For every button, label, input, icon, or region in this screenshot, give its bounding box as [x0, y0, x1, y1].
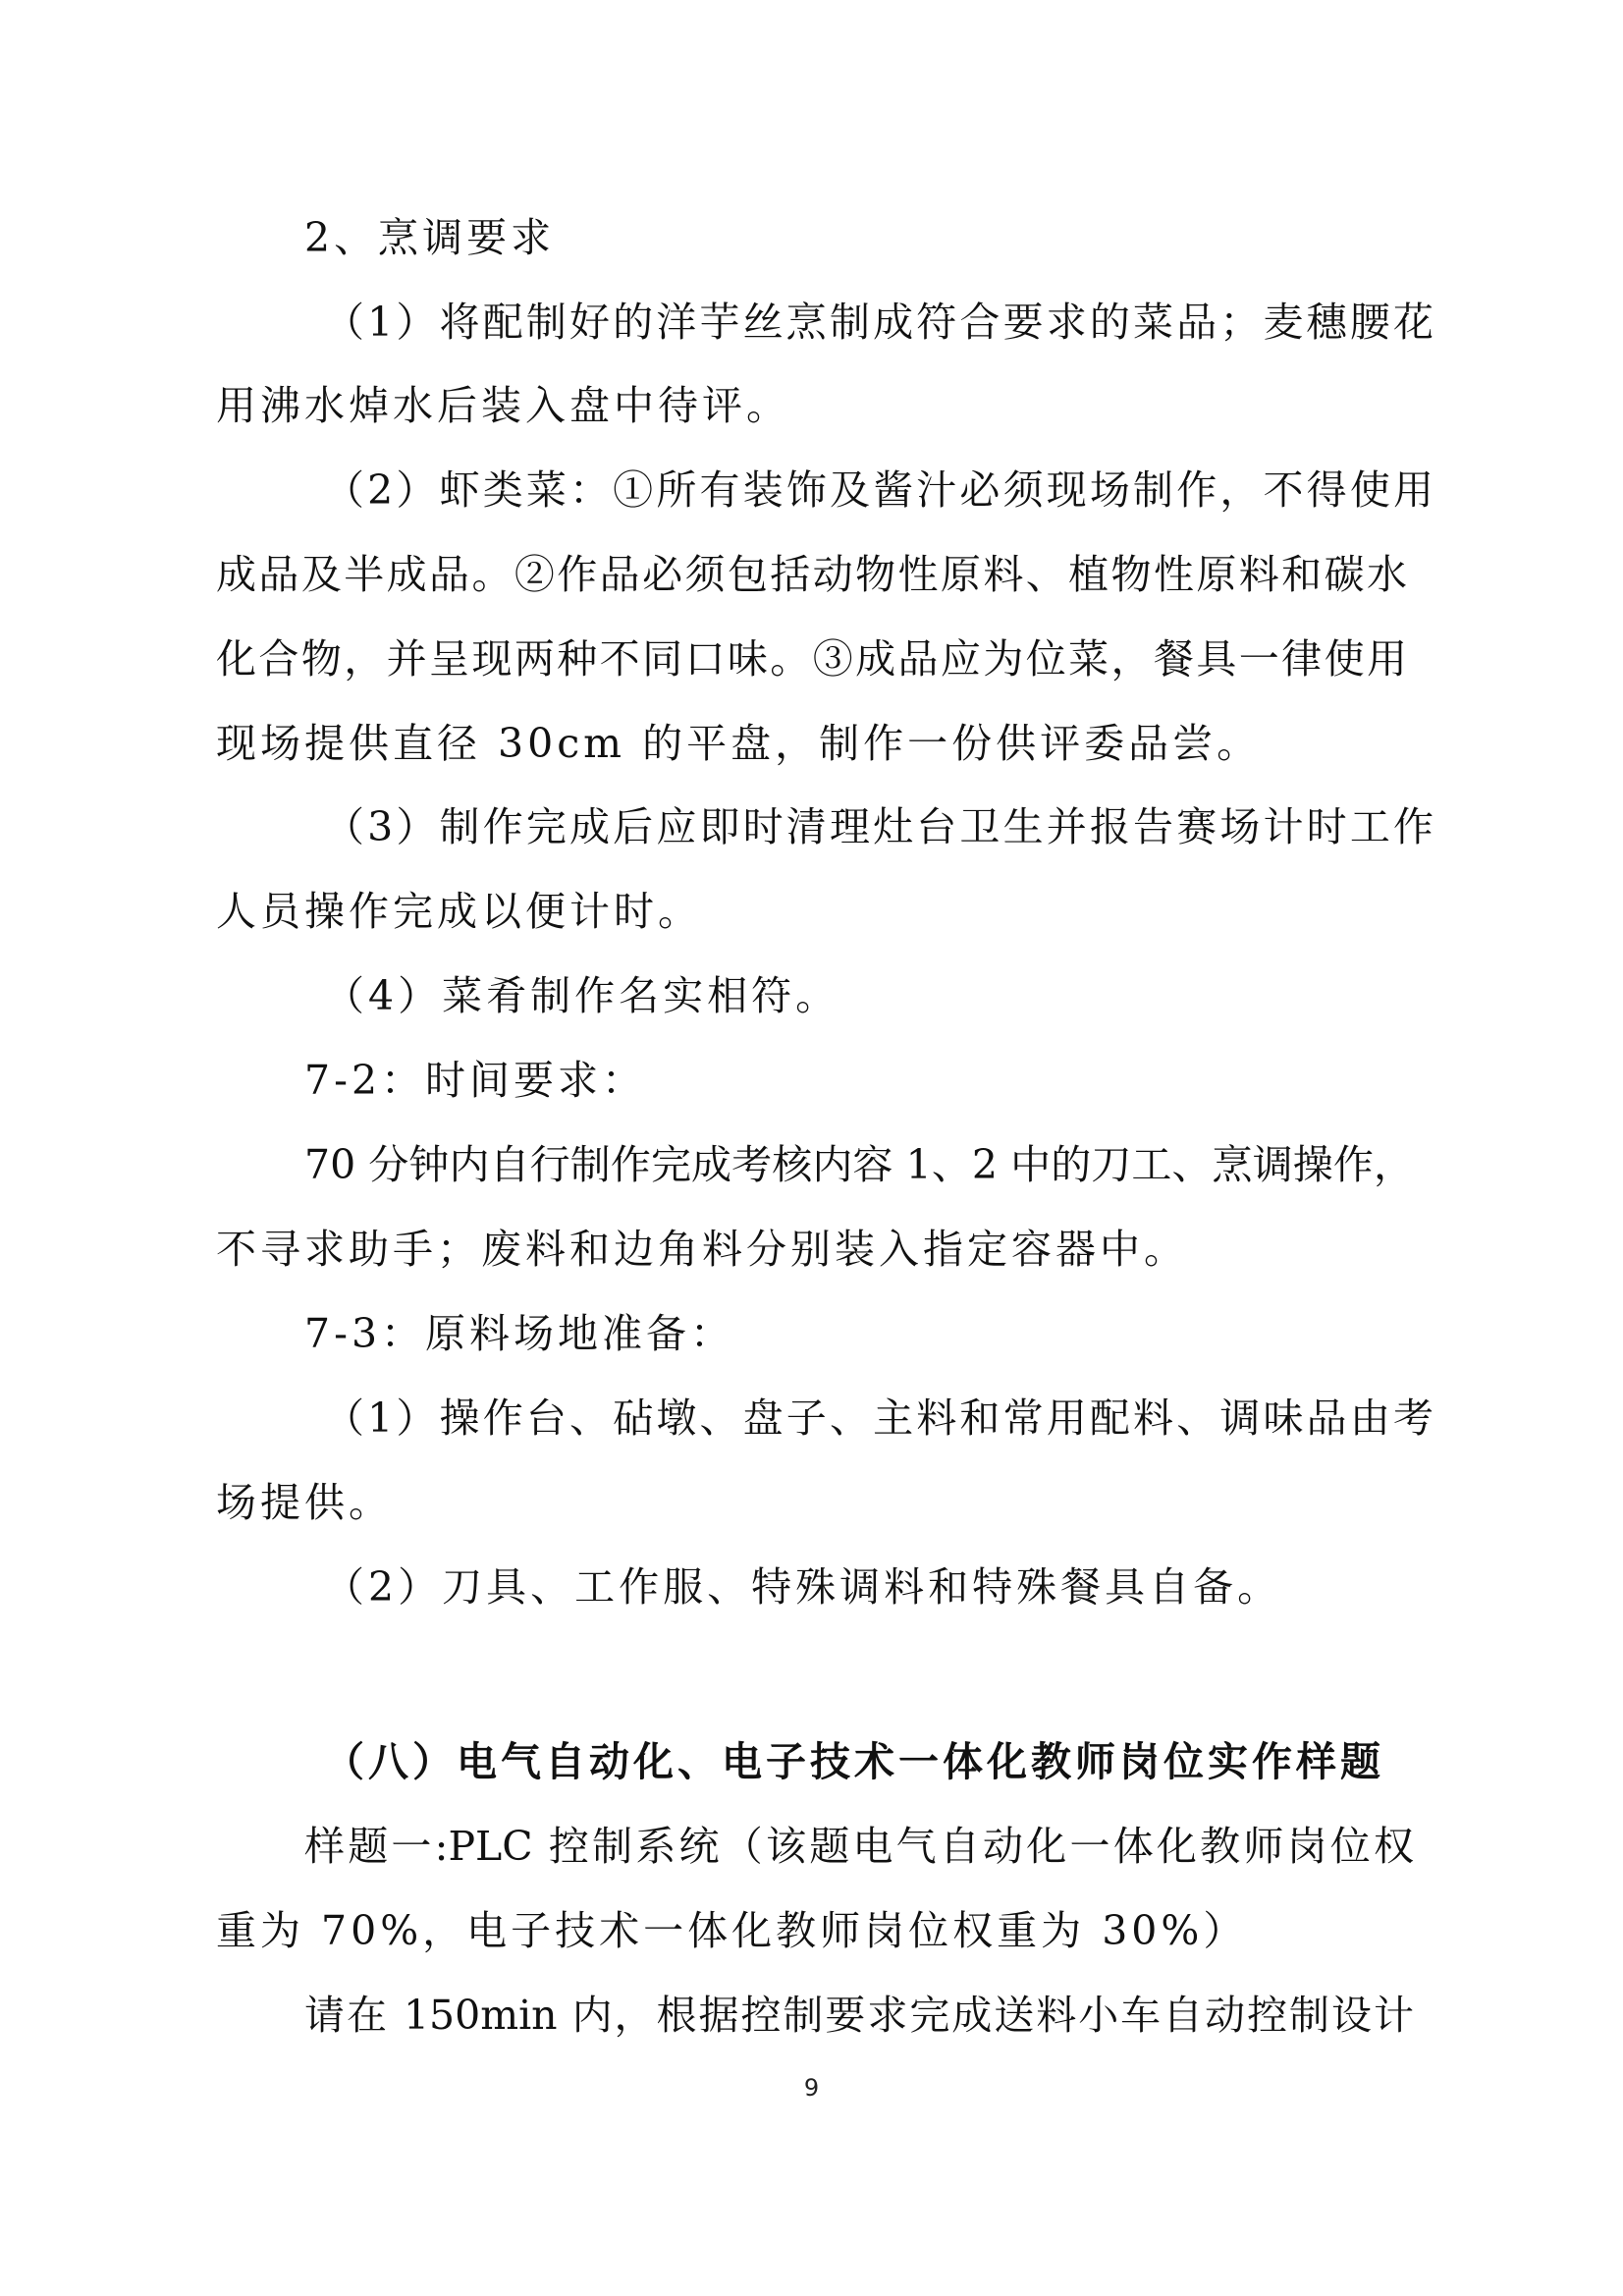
section-heading-electrical: （八）电气自动化、电子技术一体化教师岗位实作样题	[324, 1738, 1384, 1785]
paragraph-line: 化合物，并呈现两种不同口味。③成品应为位菜，餐具一律使用	[216, 635, 1407, 683]
paragraph-line: 重为 70%，电子技术一体化教师岗位权重为 30%）	[216, 1907, 1248, 1954]
paragraph-line: （1）将配制好的洋芋丝烹制成符合要求的菜品；麦穗腰花	[324, 299, 1434, 346]
section-heading-time: 7-2：时间要求：	[304, 1057, 647, 1104]
paragraph-line: 人员操作完成以便计时。	[216, 888, 702, 935]
paragraph-line: 场提供。	[216, 1479, 393, 1526]
paragraph-line: （4）菜肴制作名实相符。	[324, 972, 840, 1019]
paragraph-line: （3）制作完成后应即时清理灶台卫生并报告赛场计时工作	[324, 803, 1434, 850]
paragraph-line: 现场提供直径 30cm 的平盘，制作一份供评委品尝。	[216, 720, 1262, 767]
section-heading-cooking: 2、烹调要求	[304, 214, 556, 261]
paragraph-line: （2）刀具、工作服、特殊调料和特殊餐具自备。	[324, 1563, 1282, 1611]
paragraph-line: 成品及半成品。②作品必须包括动物性原料、植物性原料和碳水	[216, 551, 1407, 598]
paragraph-line: 请在 150min 内，根据控制要求完成送料小车自动控制设计	[304, 1992, 1414, 2039]
paragraph-line: 样题一:PLC 控制系统（该题电气自动化一体化教师岗位权	[304, 1823, 1414, 1870]
paragraph-line: 不寻求助手；废料和边角料分别装入指定容器中。	[216, 1226, 1188, 1273]
section-heading-materials: 7-3：原料场地准备：	[304, 1310, 735, 1357]
paragraph-line: （1）操作台、砧墩、盘子、主料和常用配料、调味品由考	[324, 1394, 1434, 1442]
page-number: 9	[803, 2074, 820, 2102]
paragraph-line: 70 分钟内自行制作完成考核内容 1、2 中的刀工、烹调操作，	[304, 1141, 1414, 1188]
paragraph-line: （2）虾类菜：①所有装饰及酱汁必须现场制作，不得使用	[324, 466, 1434, 514]
paragraph-line: 用沸水焯水后装入盘中待评。	[216, 382, 790, 429]
